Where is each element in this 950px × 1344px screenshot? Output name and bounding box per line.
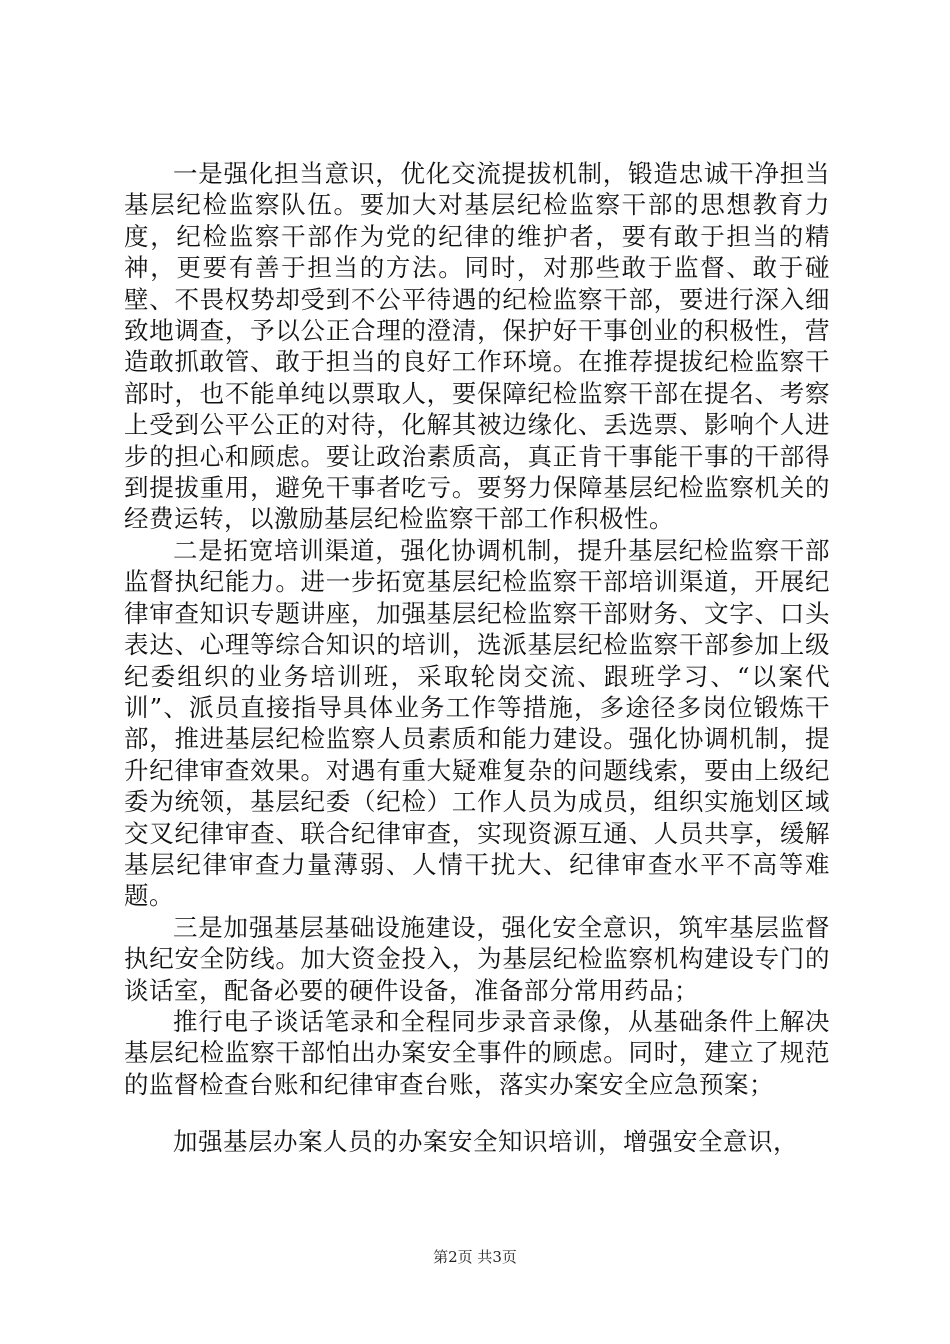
page-number-footer: 第2页 共3页: [433, 1248, 517, 1266]
document-body: [124, 158, 830, 1158]
paragraph-3: 三是加强基层基础设施建设，强化安全意识，筑牢基层监督执纪安全防线。加大资金投入，为基层纪检监察机构建设专门的谈话室，配备必要的硬件设备，准备部分常用药品；: [124, 912, 830, 1005]
paragraph-1: 一是强化担当意识，优化交流提拔机制，锻造忠诚干净担当基层纪检监察队伍。要加大对基层纪检监察干部的思想教育力度，纪检监察干部作为党的纪律的维护者，要有敢于担当的精神，更要有善于担当的方法。同时，对那些敢于监督、敢于碰壁、不畏权势却受到不公平待遇的纪检监察干部，要进行深入细致地调查，予以公正合理的澄清，保护好干事创业的积极性，营造敢抓敢管、敢于担当的良好工作环境。在推荐提拔纪检监察干部时，也不能单纯以票取人，要保障纪检监察干部在提名、考察上受到公平公正的对待，化解其被边缘化、丢选票、影响个人进步的担心和顾虑。要让政治素质高，真正肯干事能干事的干部得到提拔重用，避免干事者吃亏。要努力保障基层纪检监察机关的经费运转，以激励基层纪检监察干部工作积极性。: [124, 159, 830, 534]
paragraph-4: 推行电子谈话笔录和全程同步录音录像，从基础条件上解决基层纪检监察干部怕出办案安全事件的顾虑。同时，建立了规范的监督检查台账和纪律审查台账，落实办案安全应急预案；: [124, 1006, 830, 1099]
paragraph-5: 加强基层办案人员的办案安全知识培训，增强安全意识，: [173, 1127, 798, 1157]
paragraph-2: 二是拓宽培训渠道，强化协调机制，提升基层纪检监察干部监督执纪能力。进一步拓宽基层纪检监察干部培训渠道，开展纪律审查知识专题讲座，加强基层纪检监察干部财务、文字、口头表达、心理等综合知识的培训，选派基层纪检监察干部参加上级纪委组织的业务培训班，采取轮岗交流、跟班学习、“以案代训”、派员直接指导具体业务工作等措施，多途径多岗位锻炼干部，推进基层纪检监察人员素质和能力建设。强化协调机制，提升纪律审查效果。对遇有重大疑难复杂的问题线索，要由上级纪委为统领，基层纪委（纪检）工作人员为成员，组织实施划区域交叉纪律审查、联合纪律审查，实现资源互通、人员共享，缓解基层纪律审查力量薄弱、人情干扰大、纪律审查水平不高等难题。: [124, 535, 830, 911]
